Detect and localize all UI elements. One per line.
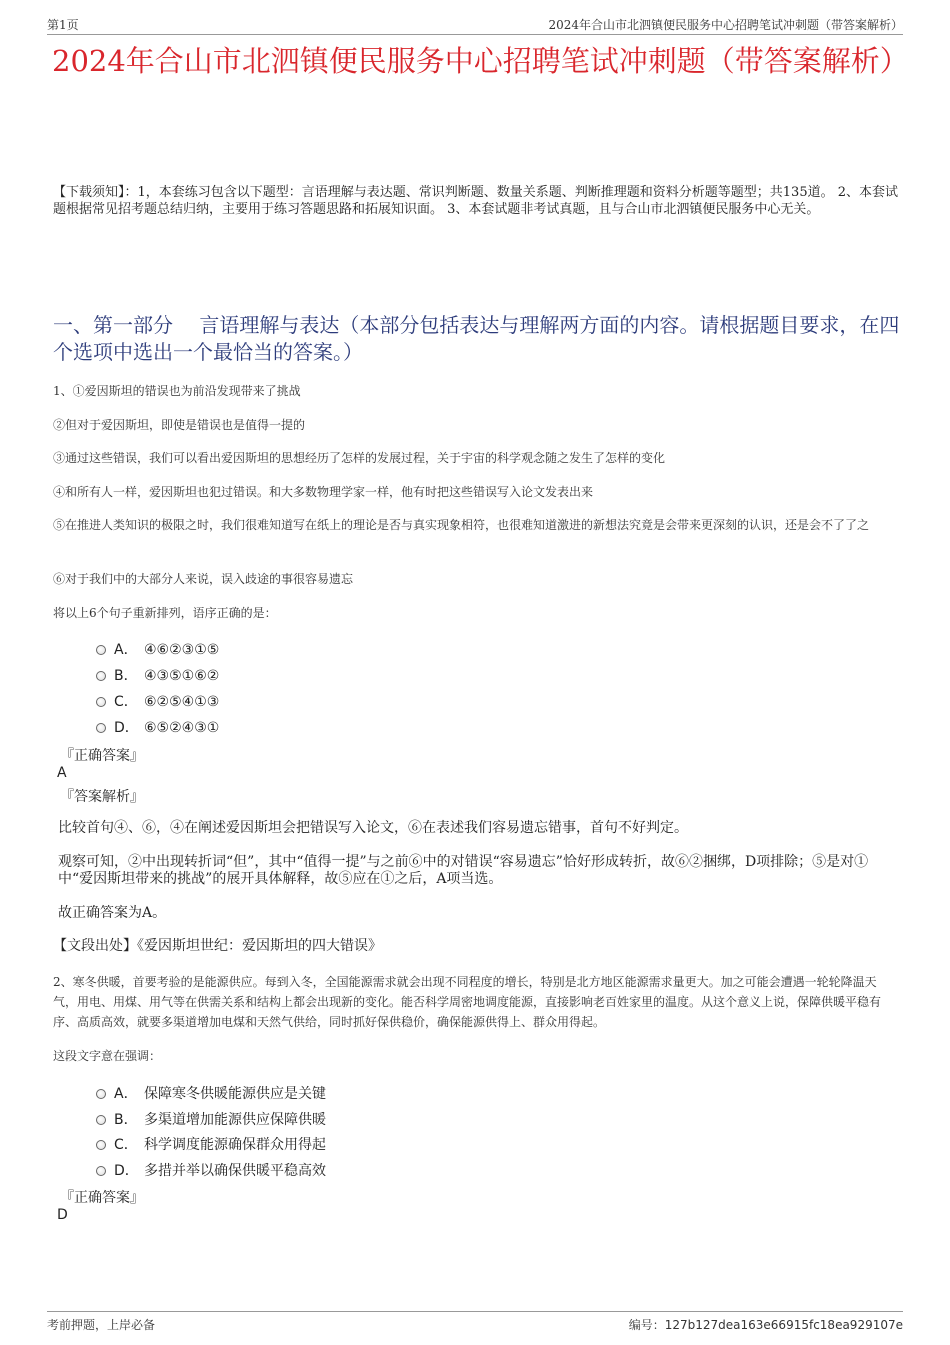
document-title: 2024年合山市北泗镇便民服务中心招聘笔试冲刺题（带答案解析） [52, 44, 909, 78]
q1-source: 【文段出处】《爱因斯坦世纪：爱因斯坦的四大错误》 [53, 938, 382, 954]
q1-analysis-label: 『答案解析』 [60, 789, 144, 805]
section-heading: 一、第一部分 言语理解与表达（本部分包括表达与理解两方面的内容。请根据题目要求，在四个选项中选出一个最恰当的答案。） [53, 313, 900, 364]
q1-line: ⑤在推进人类知识的极限之时，我们很难知道写在纸上的理论是否与真实现象相符，也很难知道激进的新想法究竟是会带来更深刻的认识，还是会不了了之 [53, 518, 870, 532]
q1-option-d[interactable]: D． ⑥⑤②④③① [96, 717, 219, 737]
q1-option-a[interactable]: A． ④⑥②③①⑤ [96, 639, 219, 659]
radio-icon[interactable] [96, 1115, 106, 1125]
q1-line: ④和所有人一样，爱因斯坦也犯过错误。和大多数物理学家一样，他有时把这些错误写入论文发表出来 [53, 485, 594, 499]
q1-line: 1、①爱因斯坦的错误也为前沿发现带来了挑战 [53, 384, 301, 398]
q2-option-a[interactable]: A． 保障寒冬供暖能源供应是关键 [96, 1083, 326, 1103]
radio-icon[interactable] [96, 723, 106, 733]
q2-option-d[interactable]: D． 多措并举以确保供暖平稳高效 [96, 1160, 326, 1180]
download-notice: 【下载须知】：1，本套练习包含以下题型：言语理解与表达题、常识判断题、数量关系题、判断推理题和资料分析题等题型；共135道。 2、本套试题根据常见招考题总结归纳，主要用于练习答题思路和拓展知识面。 3、本套试题非考试真题，且与合山市北泗镇便民服务中心无关。 [53, 185, 898, 217]
q2-option-b[interactable]: B． 多渠道增加能源供应保障供暖 [96, 1109, 326, 1129]
radio-icon[interactable] [96, 645, 106, 655]
q2-question: 这段文字意在强调： [53, 1049, 162, 1063]
radio-icon[interactable] [96, 671, 106, 681]
q1-answer-label: 『正确答案』 [60, 748, 144, 764]
q2-answer-label: 『正确答案』 [60, 1190, 144, 1206]
q1-option-b[interactable]: B． ④③⑤①⑥② [96, 665, 219, 685]
q1-answer: A [57, 765, 67, 781]
q1-line: ③通过这些错误，我们可以看出爱因斯坦的思想经历了怎样的发展过程，关于宇宙的科学观念随之发生了怎样的变化 [53, 451, 666, 465]
page-footer [47, 1311, 903, 1334]
q1-analysis-paragraph: 比较首句④、⑥，④在阐述爱因斯坦会把错误写入论文，⑥在表述我们容易遗忘错事，首句不好判定。 [58, 820, 688, 836]
q2-stem: 2、寒冬供暖，首要考验的是能源供应。每到入冬，全国能源需求就会出现不同程度的增长，特别是北方地区能源需求量更大。加之可能会遭遇一轮轮降温天气，用电、用煤、用气等在供需关系和结构上都会出现新的变化。能否科学周密地调度能源，直接影响老百姓家里的温度。从这个意义上说，保障供暖平稳有序、高质高效，就要多渠道增加电煤和天然气供给，同时抓好保供稳价，确保能源供得上、群众用得起。 [53, 975, 882, 1029]
page-header [47, 14, 903, 35]
footer-slogan: 考前押题，上岸必备 [47, 1318, 156, 1332]
q1-option-c[interactable]: C． ⑥②⑤④①③ [96, 691, 219, 711]
q2-option-c[interactable]: C． 科学调度能源确保群众用得起 [96, 1134, 326, 1154]
radio-icon[interactable] [96, 697, 106, 707]
q1-prompt: 将以上6个句子重新排列，语序正确的是： [53, 606, 277, 620]
radio-icon[interactable] [96, 1140, 106, 1150]
q2-answer: D [57, 1207, 68, 1223]
q1-line: ②但对于爱因斯坦，即使是错误也是值得一提的 [53, 418, 306, 432]
q1-analysis-paragraph: 故正确答案为A。 [58, 905, 167, 921]
q1-analysis-paragraph: 观察可知，②中出现转折词“但”，其中“值得一提”与之前⑥中的对错误“容易遗忘”恰好形成转折，故⑥②捆绑，D项排除；⑤是对①中“爱因斯坦带来的挑战”的展开具体解释，故⑤应在①之后，A项当选。 [58, 854, 869, 887]
page-number: 第1页 [47, 18, 79, 32]
radio-icon[interactable] [96, 1089, 106, 1099]
radio-icon[interactable] [96, 1166, 106, 1176]
footer-code: 编号：127b127dea163e66915fc18ea929107e [628, 1318, 903, 1332]
header-doc-title: 2024年合山市北泗镇便民服务中心招聘笔试冲刺题（带答案解析） [548, 18, 903, 32]
q1-line: ⑥对于我们中的大部分人来说，误入歧途的事很容易遗忘 [53, 572, 354, 586]
